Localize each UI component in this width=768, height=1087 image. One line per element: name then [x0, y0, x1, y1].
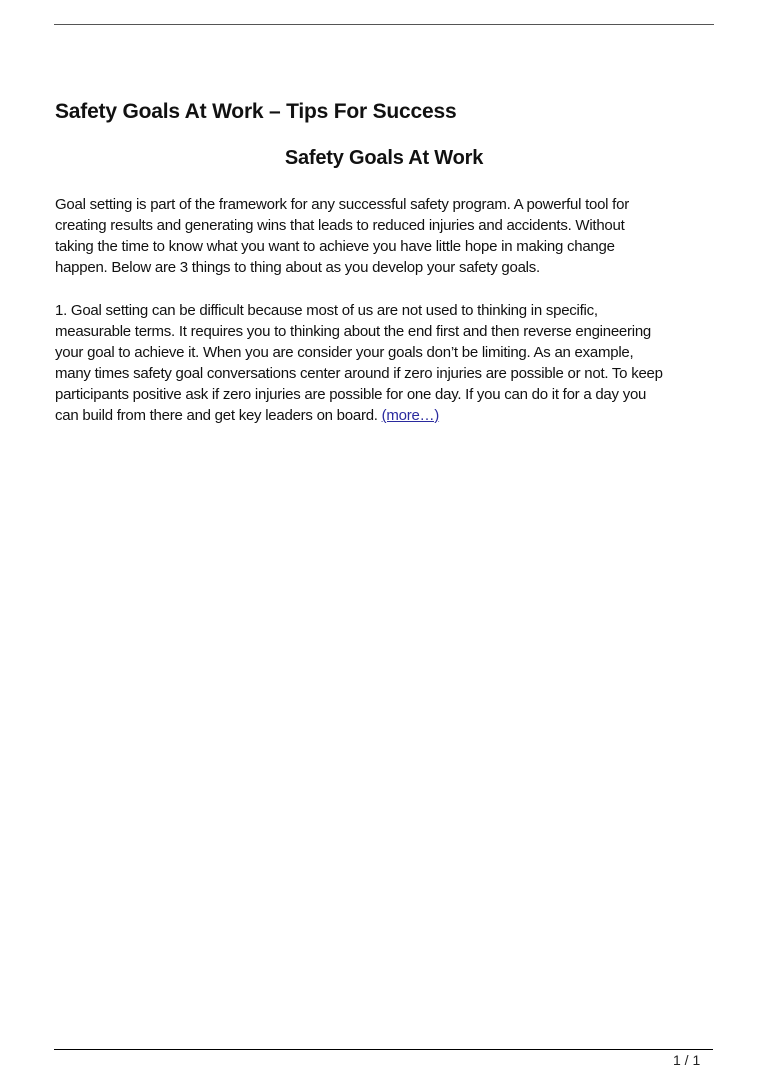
document-title: Safety Goals At Work – Tips For Success — [55, 100, 457, 123]
paragraph-line: taking the time to know what you want to achieve you have little hope in making change — [55, 238, 615, 255]
paragraph-line: many times safety goal conversations center around if zero injuries are possible or not. To keep — [55, 365, 663, 382]
intro-paragraph — [55, 194, 735, 278]
paragraph-line: participants positive ask if zero injuries are possible for one day. If you can do it for a day you — [55, 386, 647, 403]
document-subtitle: Safety Goals At Work — [284, 147, 484, 169]
paragraph-line: Goal setting is part of the framework for any successful safety program. A powerful tool for — [55, 196, 629, 213]
paragraph-line: happen. Below are 3 things to thing about as you develop your safety goals. — [55, 259, 540, 276]
page-indicator: 1 / 1 — [673, 1052, 701, 1068]
paragraph-line: measurable terms. It requires you to thinking about the end first and then reverse engineering — [55, 323, 652, 340]
paragraph-line-text: can build from there and get key leaders on board. — [55, 407, 382, 424]
tip-1-paragraph — [55, 300, 735, 426]
footer-rule — [54, 1049, 713, 1050]
paragraph-line: creating results and generating wins that leads to reduced injuries and accidents. Without — [55, 217, 625, 234]
header-rule — [54, 24, 714, 25]
paragraph-line: 1. Goal setting can be difficult because most of us are not used to thinking in specific, — [55, 302, 598, 319]
paragraph-last-line — [55, 405, 735, 426]
read-more-link[interactable]: (more…) — [381, 407, 440, 424]
paragraph-line: your goal to achieve it. When you are consider your goals don’t be limiting. As an example, — [55, 344, 634, 361]
